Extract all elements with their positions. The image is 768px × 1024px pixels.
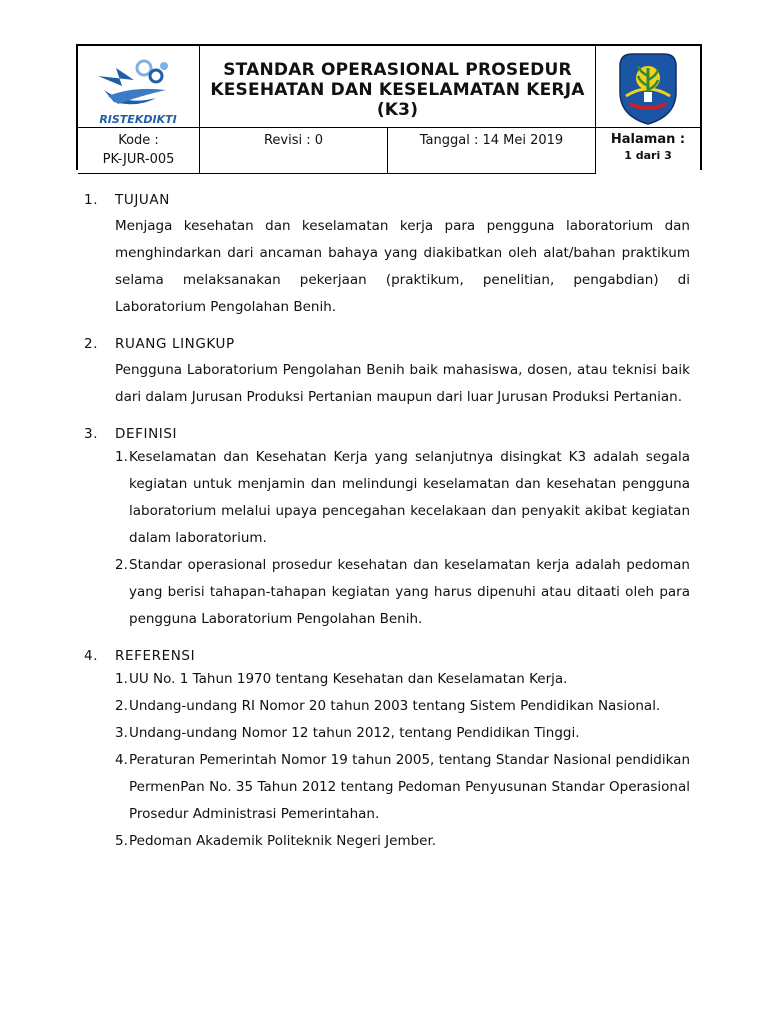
title-line-2: KESEHATAN DAN KESELAMATAN KERJA	[210, 80, 585, 100]
header-info-row	[76, 127, 702, 170]
list-number: 4.	[115, 752, 128, 768]
list-text: Undang-undang Nomor 12 tahun 2012, tentang Pendidikan Tinggi.	[129, 725, 580, 741]
section-heading-referensi	[84, 646, 690, 666]
tanggal-cell	[388, 128, 596, 174]
section-title: TUJUAN	[115, 192, 170, 208]
list-number: 1.	[115, 671, 128, 687]
halaman-label: Halaman :	[610, 132, 686, 147]
section-paragraph: Menjaga kesehatan dan keselamatan kerja para pengguna laboratorium dan menghindarkan dari ancaman bahaya yang diakibatkan oleh alat/bahan praktikum selama melaksanakan pekerjaan (praktikum, penelitian, pengabdian) di Laboratorium Pengolahan Benih.	[115, 218, 690, 315]
list-item	[115, 552, 690, 633]
list-item	[115, 747, 690, 828]
polije-logo-cell	[596, 46, 700, 129]
definisi-list	[115, 444, 690, 633]
list-number: 3.	[115, 725, 128, 741]
title-line-1: STANDAR OPERASIONAL PROSEDUR	[223, 60, 572, 80]
section-paragraph: Pengguna Laboratorium Pengolahan Benih baik mahasiswa, dosen, atau teknisi baik dari dalam Jurusan Produksi Pertanian maupun dari luar Jurusan Produksi Pertanian.	[115, 362, 690, 405]
list-item	[115, 720, 690, 747]
section-title: RUANG LINGKUP	[115, 336, 235, 352]
section-heading-definisi	[84, 424, 690, 444]
polije-emblem-icon	[596, 46, 700, 129]
list-number: 5.	[115, 833, 128, 849]
section-title: DEFINISI	[115, 426, 178, 442]
halaman-cell	[596, 128, 700, 170]
section-heading-ruang-lingkup	[84, 334, 690, 354]
title-line-3: (K3)	[376, 100, 419, 120]
list-item	[115, 828, 690, 855]
list-text: Undang-undang RI Nomor 20 tahun 2003 tentang Sistem Pendidikan Nasional.	[129, 698, 661, 714]
section-heading-tujuan	[84, 190, 690, 210]
list-text: Peraturan Pemerintah Nomor 19 tahun 2005, tentang Standar Nasional pendidikan PermenPan No. 35 Tahun 2012 tentang Pedoman Penyusunan Standar Operasional Prosedur Administrasi Pemerintahan.	[129, 752, 690, 822]
revisi-text: Revisi : 0	[263, 133, 324, 148]
ristekdikti-logo-text: RISTEKDIKTI	[99, 113, 177, 126]
document-body	[84, 190, 690, 855]
list-number: 2.	[115, 557, 128, 573]
tanggal-text: Tanggal : 14 Mei 2019	[419, 133, 564, 148]
list-item	[115, 444, 690, 552]
kode-value: PK-JUR-005	[102, 152, 175, 167]
section-title: REFERENSI	[115, 648, 196, 664]
list-number: 1.	[115, 449, 128, 465]
section-number: 2.	[84, 336, 99, 352]
title-cell	[200, 46, 596, 129]
document-header	[76, 44, 700, 171]
revisi-cell	[200, 128, 388, 174]
section-number: 4.	[84, 648, 99, 664]
list-text: UU No. 1 Tahun 1970 tentang Kesehatan dan Keselamatan Kerja.	[129, 671, 568, 687]
list-text: Pedoman Akademik Politeknik Negeri Jember.	[129, 833, 437, 849]
section-number: 1.	[84, 192, 99, 208]
ristekdikti-logo	[78, 46, 199, 129]
document-title	[200, 60, 595, 120]
list-item	[115, 693, 690, 720]
kode-label: Kode :	[118, 133, 159, 148]
list-text: Standar operasional prosedur kesehatan dan keselamatan kerja adalah pedoman yang berisi tahapan-tahapan kegiatan yang harus dipenuhi atau ditaati oleh para pengguna Laboratorium Pengolahan Benih.	[129, 557, 690, 627]
list-item	[115, 666, 690, 693]
kode-cell	[78, 128, 200, 174]
halaman-value: 1 dari 3	[624, 149, 672, 162]
list-text: Keselamatan dan Kesehatan Kerja yang selanjutnya disingkat K3 adalah segala kegiatan untuk menjamin dan melindungi keselamatan dan kesehatan pengguna laboratorium melalui upaya pencegahan kecelakaan dan penyakit akibat kegiatan dalam laboratorium.	[129, 449, 690, 546]
header-top-row	[76, 44, 702, 129]
section-number: 3.	[84, 426, 99, 442]
ristekdikti-logo-cell	[78, 46, 200, 129]
referensi-list	[115, 666, 690, 855]
list-number: 2.	[115, 698, 128, 714]
